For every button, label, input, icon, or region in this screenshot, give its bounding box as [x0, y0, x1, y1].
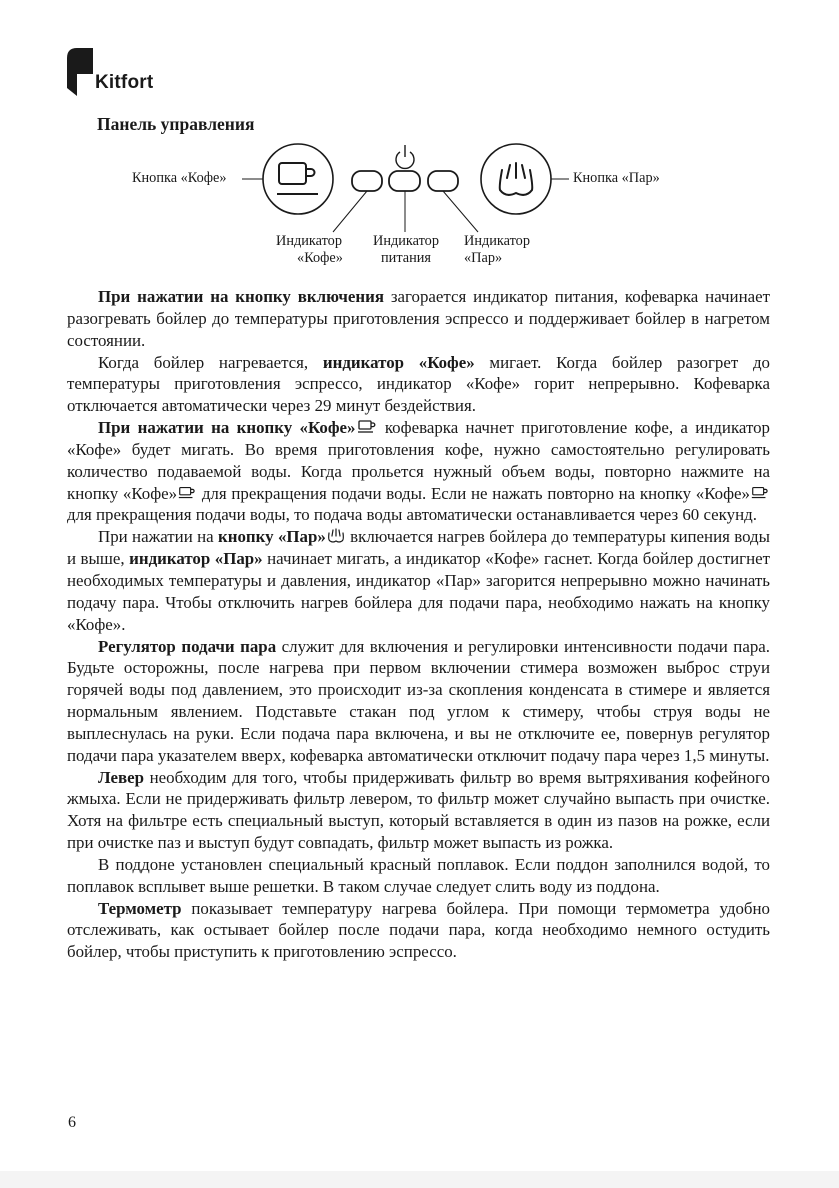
indicator-coffee-led — [352, 171, 382, 191]
page-number: 6 — [68, 1114, 76, 1131]
steam-icon — [500, 163, 533, 195]
power-icon — [396, 145, 414, 168]
steam-icon — [326, 527, 346, 544]
coffee-cup-icon — [750, 485, 770, 501]
indicator-steam-led — [428, 171, 458, 191]
page-footer-band — [0, 1171, 839, 1188]
steam-button-label: Кнопка «Пар» — [573, 170, 660, 186]
body-text — [67, 286, 770, 963]
section-title: Панель управления — [97, 114, 255, 134]
paragraph-thermometer: Термометр показывает температуру нагрева бойлера. При помощи термометра удобно отслеживать, как остывает бойлер после подачи пара, когда необходимо немного остудить бойлер, чтобы приступить к приготовлению эспрессо. — [67, 898, 770, 962]
coffee-cup-icon — [177, 485, 197, 501]
indicator-steam-label — [464, 233, 530, 267]
paragraph-power: При нажатии на кнопку включения загорается индикатор питания, кофеварка начинает разогревать бойлер до температуры приготовления эспрессо и поддерживает бойлер в нагретом состоянии. — [67, 287, 770, 350]
brand-name: Kitfort — [95, 72, 154, 93]
indicator-steam-label-line1: Индикатор — [464, 233, 530, 249]
indicator-coffee-label-line1: Индикатор — [276, 233, 342, 249]
coffee-button-label: Кнопка «Кофе» — [132, 170, 227, 186]
coffee-button — [263, 144, 333, 214]
paragraph-drip-tray: В поддоне установлен специальный красный поплавок. Если поддон заполнился водой, то поплавок всплывет выше решетки. В таком случае следует слить воду из поддона. — [67, 854, 770, 896]
indicator-power-led — [389, 171, 420, 191]
indicator-power-label-line2: питания — [381, 250, 431, 266]
paragraph-steam-button: При нажатии на кнопку «Пар» включается нагрев бойлера до температуры кипения воды и выше, индикатор «Пар» начинает мигать, а индикатор «Кофе» гаснет. Когда бойлер достигнет необходимых температуры и давления, индикатор «Пар» загорится непрерывно можно начинать подачу пара. Чтобы отключить нагрев бойлера для подачи пара, необходимо нажать на кнопку «Кофе». — [67, 527, 770, 634]
indicator-power-label-line1: Индикатор — [373, 233, 439, 249]
indicator-power-label — [365, 233, 447, 267]
coffee-cup-icon — [356, 419, 378, 435]
indicator-coffee-label-line2: «Кофе» — [297, 250, 343, 266]
indicator-steam-label-line2: «Пар» — [464, 250, 503, 266]
coffee-cup-icon — [277, 163, 318, 194]
paragraph-steam-regulator: Регулятор подачи пара служит для включения и регулировки интенсивности подачи пара. Будьте осторожны, после нагрева при первом включении стимера возможен выброс струи горячей воды под давлением, это происходит из-за скопления конденсата в стимере и является нормальным явлением. Подставьте стакан под углом к стимеру, чтобы струя воды не выплеснулась на руки. Если подача пара включена, и вы не отключите ее, повернув регулятор подачи пара указателем вверх, кофеварка автоматически отключит подачу пара через 1,5 минуты. — [67, 636, 770, 765]
indicator-coffee-leader — [333, 191, 367, 232]
paragraph-lever: Левер необходим для того, чтобы придерживать фильтр во время вытряхивания кофейного жмыха. Если не придерживать фильтр левером, то фильтр может случайно выпасть при очистке. Хотя на фильтре есть специальный выступ, который вставляется в один из пазов на рожке, если при очистке паз и выступ будут совпадать, фильтр может выпасть из рожка. — [67, 767, 770, 853]
paragraph-heating: Когда бойлер нагревается, индикатор «Кофе» мигает. Когда бойлер разогрет до температуры приготовления эспрессо, индикатор «Кофе» горит непрерывно. Кофеварка отключается автоматически через 29 минут бездействия. — [67, 352, 770, 416]
indicator-coffee-label — [268, 233, 350, 267]
paragraph-coffee-button: При нажатии на кнопку «Кофе» кофеварка начнет приготовление кофе, а индикатор «Кофе» будет мигать. Во время приготовления кофе, нужно самостоятельно регулировать количество подаваемой воды. Когда прольется нужный объем воды, повторно нажмите на кнопку «Кофе» для прекращения подачи воды. Если не нажать повторно на кнопку «Кофе» для прекращения подачи воды, то подача воды автоматически останавливается через 60 секунд. — [67, 418, 771, 525]
indicator-steam-leader — [443, 191, 478, 232]
